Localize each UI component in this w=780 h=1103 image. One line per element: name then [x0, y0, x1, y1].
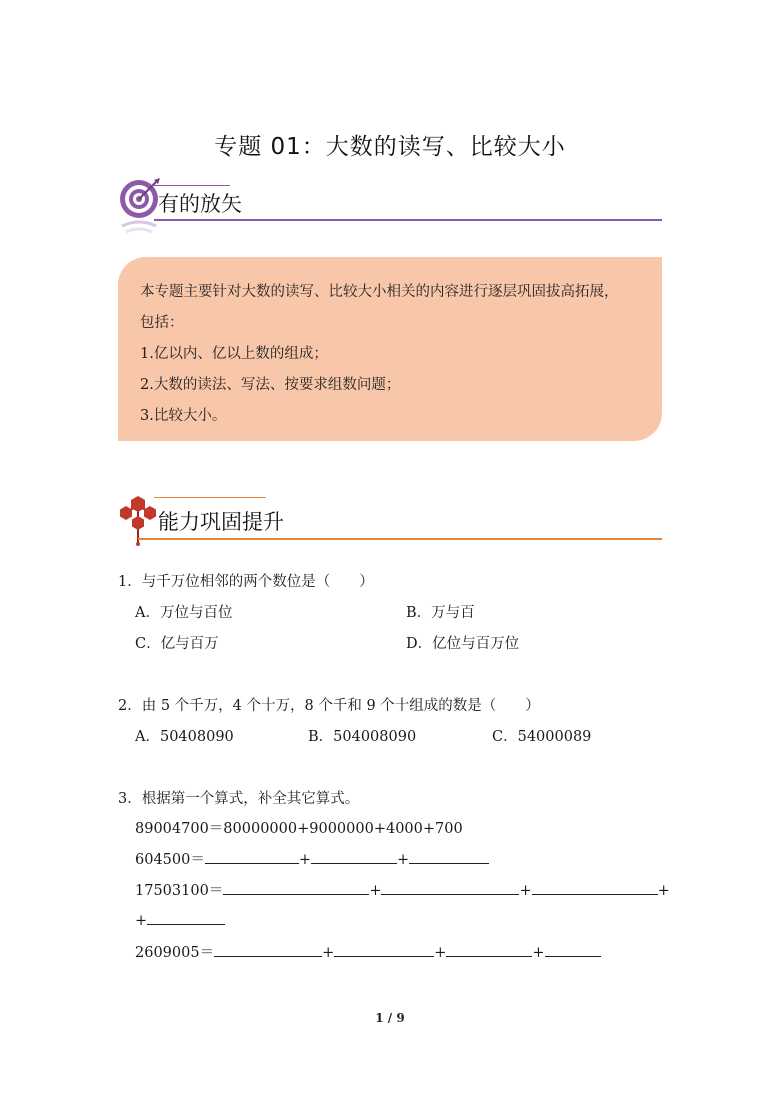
plus-sign: +	[434, 945, 447, 961]
equation-start: 604500＝	[135, 852, 205, 868]
plus-sign: +	[135, 913, 148, 929]
plus-sign: +	[298, 852, 312, 868]
option-a: A．50408090	[135, 729, 234, 745]
plus-sign: +	[369, 883, 382, 899]
fill-equation	[135, 941, 601, 962]
summary-box	[118, 257, 662, 441]
answer-blank[interactable]	[381, 880, 519, 895]
option-b: B．万与百	[406, 605, 475, 621]
answer-blank[interactable]	[214, 942, 322, 957]
question-stem: 3．根据第一个算式，补全其它算式。	[118, 791, 360, 807]
plus-sign: +	[519, 883, 532, 899]
section-title: 能力巩固提升	[158, 510, 284, 534]
equation-start: 17503100＝	[135, 883, 224, 899]
answer-blank[interactable]	[223, 880, 369, 895]
option-b: B．504008090	[308, 729, 417, 745]
answer-blank[interactable]	[409, 849, 489, 864]
question-stem: 1．与千万位相邻的两个数位是（ ）	[118, 574, 374, 590]
equation-start: 2609005＝	[135, 945, 215, 961]
section-title: 有的放矢	[158, 192, 242, 216]
fill-equation	[135, 848, 489, 869]
section-header-consolidation	[118, 492, 662, 552]
answer-blank[interactable]	[446, 942, 532, 957]
plus-sign: +	[322, 945, 335, 961]
page-title: 专题 01：大数的读写、比较大小	[214, 134, 566, 160]
summary-line: 1.亿以内、亿以上数的组成；	[140, 346, 328, 362]
page-number: 1 / 9	[375, 1011, 405, 1025]
example-equation: 89004700＝80000000+9000000+4000+700	[135, 821, 463, 837]
option-a: A．万位与百位	[135, 605, 233, 621]
header-rule	[138, 538, 662, 540]
option-d: D．亿位与百万位	[406, 636, 520, 652]
molecule-icon	[118, 492, 162, 550]
plus-sign: +	[532, 945, 545, 961]
option-c: C．54000089	[492, 729, 592, 745]
header-rule	[154, 219, 662, 221]
fill-equation-continued	[135, 910, 225, 929]
plus-sign: +	[657, 883, 670, 899]
summary-line: 包括：	[140, 315, 184, 331]
summary-line: 3.比较大小。	[140, 408, 227, 424]
option-c: C．亿与百万	[135, 636, 219, 652]
answer-blank[interactable]	[532, 880, 658, 895]
answer-blank[interactable]	[334, 942, 434, 957]
fill-equation	[135, 879, 670, 900]
summary-line: 2.大数的读法、写法、按要求组数问题；	[140, 377, 401, 393]
answer-blank[interactable]	[205, 849, 299, 864]
summary-line: 本专题主要针对大数的读写、比较大小相关的内容进行逐层巩固拔高拓展，	[140, 284, 619, 300]
target-icon	[118, 178, 160, 236]
question-stem: 2．由 5 个千万，4 个十万，8 个千和 9 个十组成的数是（ ）	[118, 698, 540, 714]
plus-sign: +	[397, 852, 410, 868]
answer-blank[interactable]	[545, 942, 601, 957]
header-rule-top	[152, 185, 230, 186]
answer-blank[interactable]	[147, 910, 225, 925]
section-header-objectives	[118, 176, 662, 236]
header-rule-top	[154, 497, 266, 498]
answer-blank[interactable]	[311, 849, 397, 864]
